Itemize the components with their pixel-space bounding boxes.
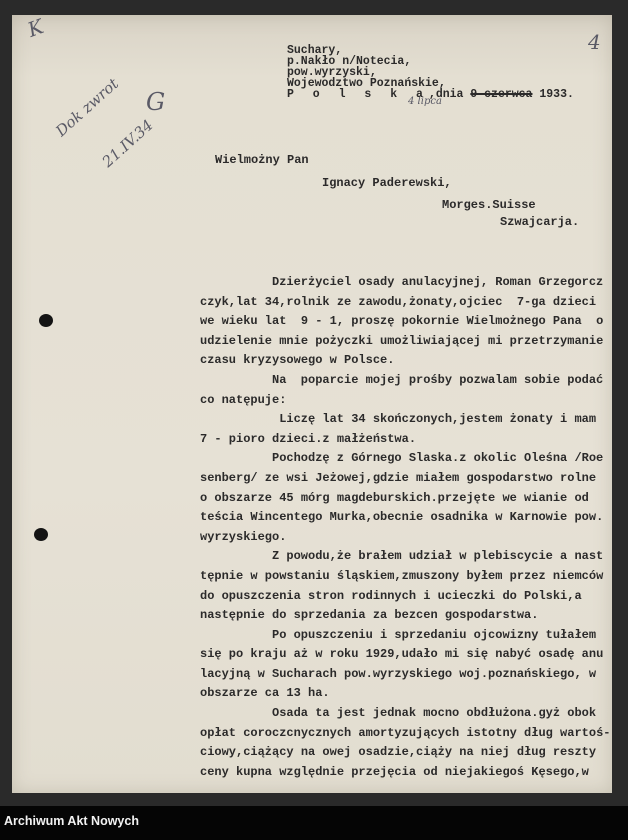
place-date-line (287, 89, 574, 100)
recipient-city: Morges.Suisse (442, 198, 536, 212)
body-line: obszarze ca 13 ha. (200, 686, 330, 701)
body-line: następnie do sprzedania za bezcen gospodarstwa. (200, 608, 539, 623)
body-line: czyk,lat 34,rolnik ze zawodu,żonaty,ojciec 7-ga dzieci (200, 294, 597, 309)
handwritten-date-correction: 4 lipca (408, 96, 442, 107)
body-line: udzielenie mnie pożyczki umożliwiającej mi przetrzymanie (200, 333, 604, 348)
body-line: się po kraju aż w roku 1929,udało mi się nabyć osadę anu (200, 647, 604, 662)
body-line: wyrzyskiego. (200, 529, 287, 544)
recipient-country: Szwajcarja. (500, 215, 580, 229)
body-line: teścia Wincentego Murka,obecnie osadnika w Karnowie pow. (200, 510, 604, 525)
punch-hole (34, 528, 48, 541)
body-line: co natępuje: (200, 392, 287, 407)
address-line: pow.wyrzyski, (287, 66, 377, 79)
dnia-label: ,dnia (428, 88, 471, 101)
address-line: Suchary, (287, 44, 343, 57)
body-line: we wieku lat 9 - 1, proszę pokornie Wielmożnego Pana o (200, 314, 604, 329)
body-line: Dzierżyciel osady anulacyjnej, Roman Grzegorcz (272, 275, 604, 289)
handwritten-note-date: 21.IV.34 (98, 116, 157, 171)
handwritten-corner-mark: K (24, 14, 47, 42)
struck-date: 9 czerwca (470, 88, 533, 101)
address-line: p.Nakło n/Notecia, (287, 55, 412, 68)
body-line: ciowy,ciążący na owej osadzie,ciąży na niej dług reszty (200, 745, 597, 760)
handwritten-note-line: Dok zwrot (52, 74, 123, 141)
body-line: senberg/ ze wsi Jeżowej,gdzie miałem gospodarstwo rolne (200, 470, 597, 485)
body-line: Z powodu,że brałem udział w plebiscycie a nast (272, 549, 604, 564)
salutation: Wielmożny Pan (215, 153, 309, 167)
body-line: Na poparcie mojej prośby pozwalam sobie podać (272, 372, 604, 387)
handwritten-initial: G (146, 88, 166, 116)
body-line: do opuszczenia stron rodinnych i ucieczki do Polski,a (200, 588, 582, 603)
country: P o l s k a (287, 88, 429, 101)
punch-hole (39, 314, 53, 327)
address-line: Wojewodztwo Poznańskie, (287, 77, 446, 90)
body-line: Pochodzę z Górnego Slaska.z okolic Oleśna /Roe (272, 451, 604, 466)
body-line: czasu kryzysowego w Polsce. (200, 353, 395, 368)
body-line: 7 - pioro dzieci.z małżeństwa. (200, 431, 417, 446)
handwritten-page-number: 4 (588, 30, 601, 54)
body-line: lacyjną w Sucharach pow.wyrzyskiego woj.poznańskiego, w (200, 666, 597, 681)
body-line: opłat coroczcnycznych amortyzujących istotny dług wartoś- (200, 725, 611, 740)
body-line: tępnie w powstaniu śląskiem,zmuszony byłem przez niemców (200, 568, 604, 583)
letter-body (200, 274, 610, 783)
year: 1933. (532, 88, 574, 101)
archive-name: Archiwum Akt Nowych (4, 814, 139, 828)
body-line: o obszarze 45 mórg magdeburskich.przejęte we wianie od (200, 490, 589, 505)
body-line: Osada ta jest jednak mocno obdłużona.gyż obok (272, 706, 597, 721)
recipient-name: Ignacy Paderewski, (322, 176, 452, 190)
body-line: Liczę lat 34 skończonych,jestem żonaty i mam (272, 412, 597, 427)
body-line: Po opuszczeniu i sprzedaniu ojcowizny tułałem (272, 627, 597, 642)
body-line: ceny kupna względnie przejęcia od niejakiegoś Kęsego,w (200, 764, 589, 779)
